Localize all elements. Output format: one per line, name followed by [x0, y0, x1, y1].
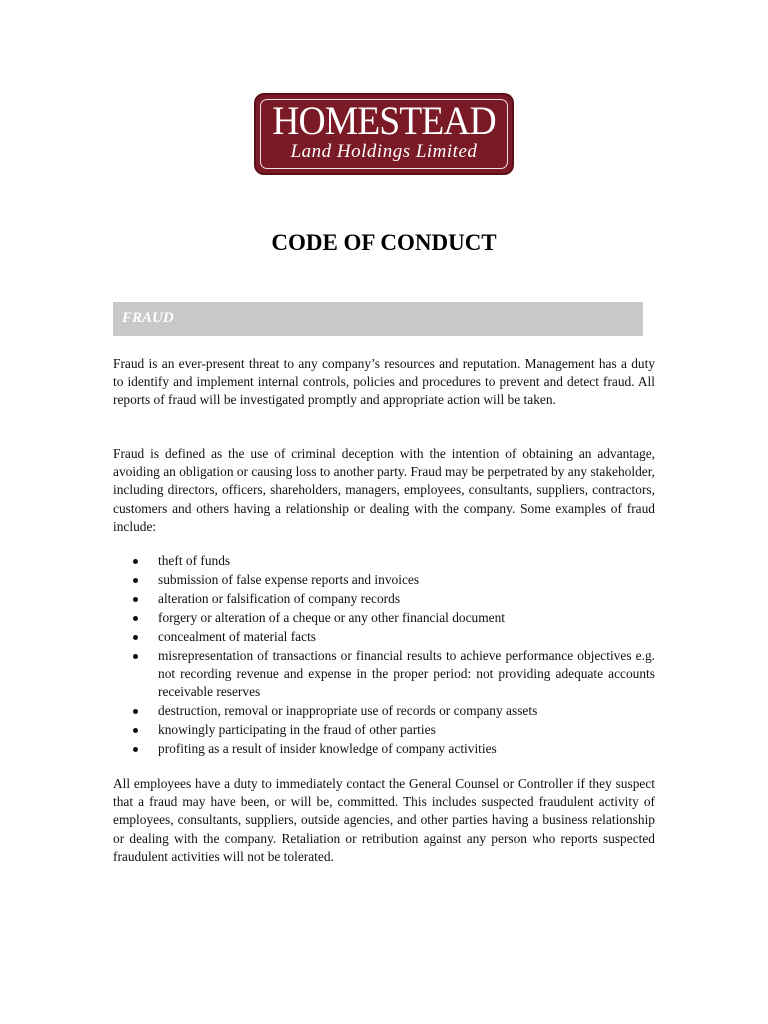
list-item	[113, 609, 655, 627]
bullet-icon	[133, 709, 138, 714]
fraud-examples-list	[113, 552, 655, 759]
bullet-icon	[133, 578, 138, 583]
section-label: FRAUD	[122, 310, 174, 326]
company-logo	[254, 93, 514, 175]
logo-wordmark: HOMESTEAD	[272, 98, 496, 143]
list-item	[113, 647, 655, 702]
list-item	[113, 721, 655, 739]
list-item-text: destruction, removal or inappropriate use of records or company assets	[158, 703, 538, 719]
bullet-icon	[133, 654, 138, 659]
paragraph-reporting-duty: All employees have a duty to immediately contact the General Counsel or Controller if they suspect that a fraud may have been, or will be, committed. This includes suspected fraudulent activity of employees, consultants, suppliers, outside agencies, and other parties having a business relationship or dealing with the company. Retaliation or retribution against any person who reports suspected fraudulent activities will not be tolerated.	[113, 776, 655, 864]
list-item	[113, 590, 655, 608]
logo-subtitle: Land Holdings Limited	[290, 141, 478, 162]
list-item-text: alteration or falsification of company records	[158, 591, 401, 606]
list-item	[113, 740, 655, 758]
list-item-text: misrepresentation of transactions or financial results to achieve performance objectives e.g. not recording revenue and expense in the proper period: not providing adequate accounts receivable reserves	[158, 648, 655, 700]
bullet-icon	[133, 616, 138, 621]
list-item-text: concealment of material facts	[158, 629, 317, 644]
list-item-text: knowingly participating in the fraud of other parties	[158, 722, 436, 738]
list-item-text: profiting as a result of insider knowledge of company activities	[158, 741, 497, 757]
paragraph-definition: Fraud is defined as the use of criminal deception with the intention of obtaining an advantage, avoiding an obligation or causing loss to another party. Fraud may be perpetrated by any stakeholder, including directors, officers, shareholders, managers, employees, consultants, suppliers, contractors, customers and others having a relationship or dealing with the company. Some examples of fraud include:	[113, 446, 655, 534]
bullet-icon	[133, 559, 138, 564]
bullet-icon	[133, 597, 138, 602]
paragraph-intro: Fraud is an ever-present threat to any company’s resources and reputation. Management has a duty to identify and implement internal controls, policies and procedures to prevent and detect fraud. All reports of fraud will be investigated promptly and appropriate action will be taken.	[113, 356, 655, 408]
bullet-icon	[133, 728, 138, 733]
bullet-icon	[133, 747, 138, 752]
list-item	[113, 552, 655, 570]
list-item	[113, 571, 655, 589]
list-item	[113, 628, 655, 646]
list-item-text: theft of funds	[158, 553, 231, 568]
bullet-icon	[133, 635, 138, 640]
list-item-text: forgery or alteration of a cheque or any other financial document	[158, 610, 506, 625]
list-item	[113, 702, 655, 720]
document-title: CODE OF CONDUCT	[271, 230, 497, 255]
list-item-text: submission of false expense reports and invoices	[158, 572, 420, 587]
section-header-bar	[113, 302, 643, 336]
